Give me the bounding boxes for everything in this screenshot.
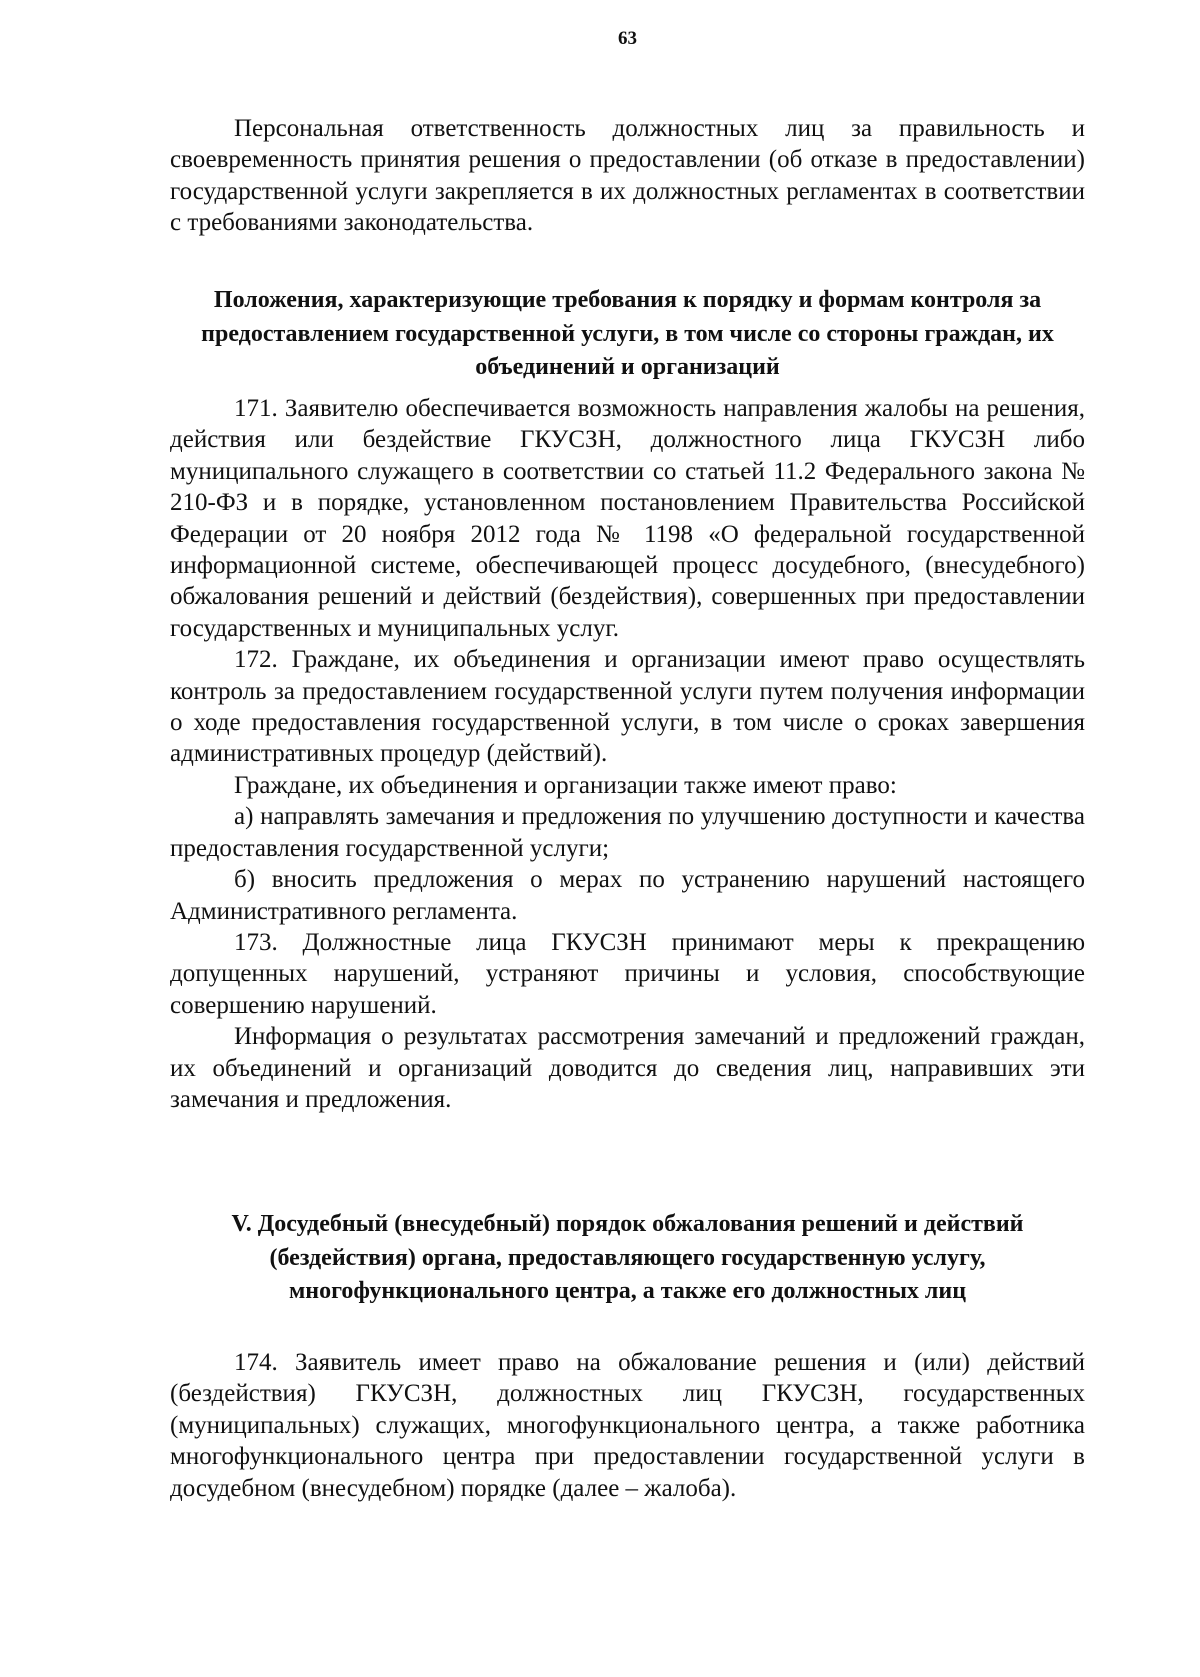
paragraph-rights-intro: Граждане, их объединения и организации также имеют право: bbox=[234, 771, 897, 799]
document-page bbox=[170, 0, 1085, 1677]
paragraph-172: 172. Граждане, их объединения и организации имеют право осуществлять контроль за предоставлением государственной услуги путем получения информации о ходе предоставления государственной услуги, в том числе о сроках завершения административных процедур (действий). bbox=[170, 646, 1085, 768]
page-number: 63 bbox=[618, 28, 637, 49]
section-heading-control: Положения, характеризующие требования к порядку и формам контроля за предоставлением государственной услуги, в том числе со стороны граждан, их объединений и организаций bbox=[201, 287, 1054, 380]
intro-paragraph: Персональная ответственность должностных лиц за правильность и своевременность принятия решения о предоставлении (об отказе в предоставлении) государственной услуги закрепляется в их должностных регламентах в соответствии с требованиями законодательства. bbox=[170, 115, 1085, 237]
paragraph-item-a: а) направлять замечания и предложения по улучшению доступности и качества предоставления государственной услуги; bbox=[170, 803, 1085, 862]
control-section-body bbox=[170, 393, 1085, 1115]
paragraph-173: 173. Должностные лица ГКУСЗН принимают меры к прекращению допущенных нарушений, устраняют причины и условия, способствующие совершению нарушений. bbox=[170, 928, 1085, 1019]
paragraph-174: 174. Заявитель имеет право на обжалование решения и (или) действий (бездействия) ГКУСЗН, должностных лиц ГКУСЗН, государственных (муниципальных) служащих, многофункционального центра, а также работника многофункционального центра при предоставлении государственной услуги в досудебном (внесудебном) порядке (далее – жалоба). bbox=[170, 1349, 1085, 1502]
paragraph-171: 171. Заявителю обеспечивается возможность направления жалобы на решения, действия или бездействие ГКУСЗН, должностного лица ГКУСЗН либо муниципального служащего в соответствии со статьей 11.2 Федерального закона № 210-ФЗ и в порядке, установленном постановлением Правительства Российской Федерации от 20 ноября 2012 года № 1198 «О федеральной государственной информационной системе, обеспечивающей процесс досудебного, (внесудебного) обжалования решений и действий (бездействия), совершенных при предоставлении государственных и муниципальных услуг. bbox=[170, 395, 1085, 642]
paragraph-item-b: б) вносить предложения о мерах по устранению нарушений настоящего Административного регламента. bbox=[170, 866, 1085, 925]
paragraph-results-info: Информация о результатах рассмотрения замечаний и предложений граждан, их объединений и организаций доводится до сведения лиц, направивших эти замечания и предложения. bbox=[170, 1023, 1085, 1113]
section-heading-appeal: V. Досудебный (внесудебный) порядок обжалования решений и действий (бездействия) органа, предоставляющего государственную услугу, многофункционального центра, а также его должностных лиц bbox=[231, 1211, 1024, 1304]
